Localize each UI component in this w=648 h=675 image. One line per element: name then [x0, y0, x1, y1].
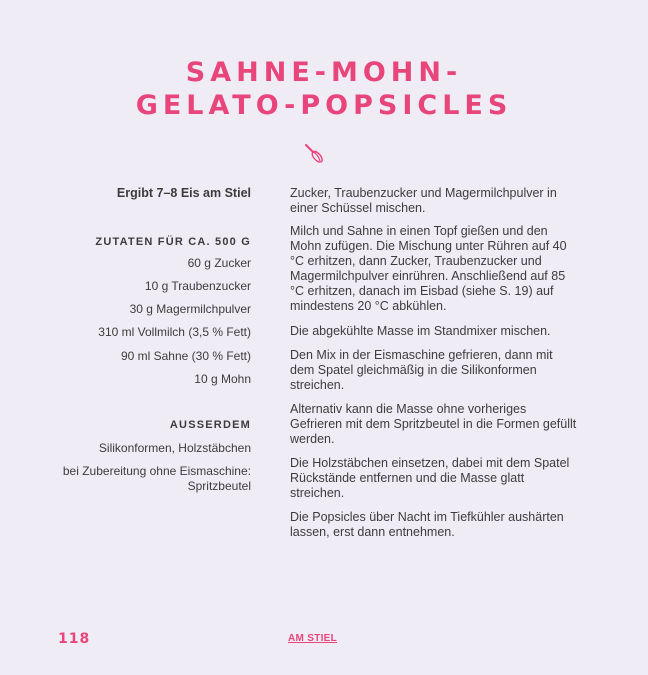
recipe-yield: Ergibt 7–8 Eis am Stiel — [116, 186, 251, 200]
extras-heading: AUSSERDEM — [169, 419, 251, 431]
instruction-step: Die Holzstäbchen einsetzen, dabei mit dem Spatel Rückstände entfernen und die Masse glatt streichen. — [290, 456, 570, 500]
instruction-step: Alternativ kann die Masse ohne vorheriges Gefrieren mit dem Spritzbeutel in die Formen gefüllt werden. — [290, 402, 577, 446]
instruction-step: Den Mix in der Eismaschine gefrieren, dann mit dem Spatel gleichmäßig in die Silikonformen streichen. — [290, 348, 553, 392]
ingredient-item: 90 ml Sahne (30 % Fett) — [120, 349, 251, 363]
ingredient-item: 30 g Magermilchpulver — [129, 302, 251, 316]
recipe-title-line-2: GELATO-POPSICLES — [135, 90, 513, 121]
instruction-step: Zucker, Traubenzucker und Magermilchpulver in einer Schüssel mischen. — [290, 186, 557, 215]
page-number: 118 — [58, 631, 91, 647]
ingredient-item: 310 ml Vollmilch (3,5 % Fett) — [98, 325, 251, 339]
extras-item: Spritzbeutel — [187, 479, 251, 493]
instruction-step: Die abgekühlte Masse im Standmixer mischen. — [290, 324, 551, 338]
ingredients-heading: ZUTATEN FÜR CA. 500 G — [95, 236, 251, 248]
ingredient-item: 60 g Zucker — [187, 256, 251, 270]
instruction-step: Die Popsicles über Nacht im Tiefkühler aushärten lassen, erst dann entnehmen. — [290, 510, 564, 539]
recipe-title-line-1: SAHNE-MOHN- — [185, 57, 463, 88]
extras-item: Silikonformen, Holzstäbchen — [98, 441, 251, 455]
whisk-icon — [302, 141, 326, 165]
ingredient-item: 10 g Mohn — [194, 372, 251, 386]
extras-item: bei Zubereitung ohne Eismaschine: — [62, 464, 251, 478]
ingredient-item: 10 g Traubenzucker — [144, 279, 251, 293]
section-label: AM STIEL — [288, 633, 338, 644]
instruction-step: Milch und Sahne in einen Topf gießen und den Mohn zufügen. Die Mischung unter Rühren auf 40 °C erhitzen, dann Zucker, Traubenzucker und Magermilchpulver einrühren. Anschließend auf 85 °C erhitzen, danach im Eisbad (siehe S. 19) auf mindestens 20 °C abkühlen. — [290, 224, 567, 313]
